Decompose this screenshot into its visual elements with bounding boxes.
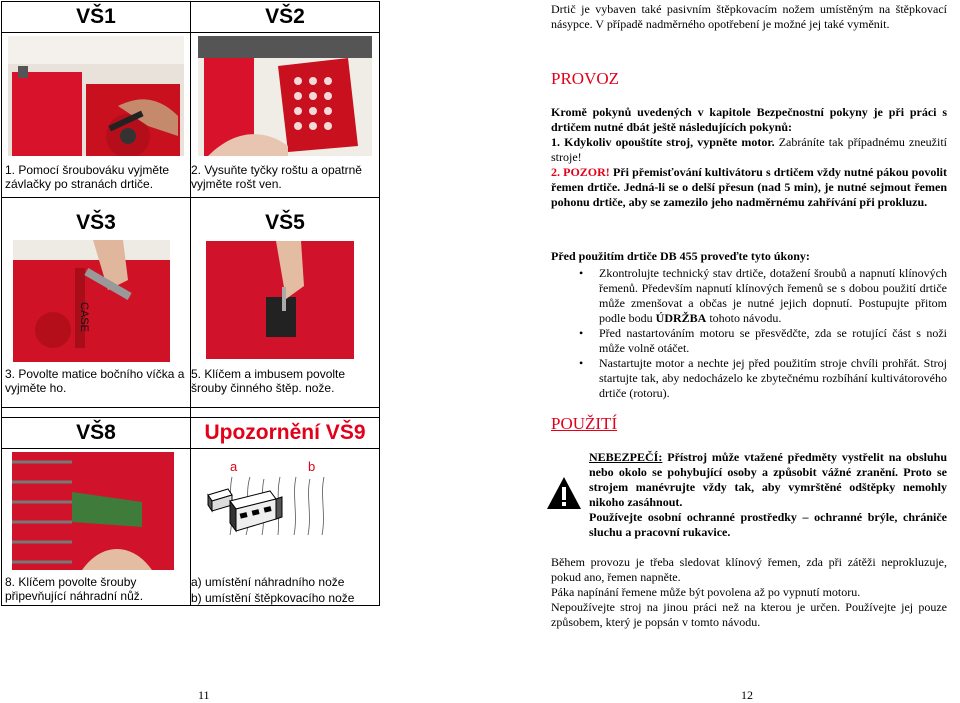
page-number-left: 11 bbox=[198, 688, 210, 702]
ppe-paragraph: Používejte osobní ochranné prostředky – ochranné brýle, chrániče sluchu a pracovní rukavice. bbox=[589, 510, 947, 539]
diagram-label-b: b bbox=[308, 459, 316, 474]
provoz-item-2 bbox=[551, 165, 947, 210]
before-use-list bbox=[551, 266, 947, 401]
photo-case-label: CASE bbox=[78, 302, 90, 332]
danger-text: Přístroj může vtažené předměty vystřelit na obsluhu nebo okolo se pohybující osoby a způsobit vážné zranění. Proto se strojem manévrujte vždy tak, aby vymrštěné odštěpky nemohly nikoho zasáhnout. bbox=[589, 450, 947, 509]
bullet-1-text: Zkontrolujte technický stav drtiče, dotažení šroubů a napnutí klínových řemenů. Především napnutí klínových řemenů se s dobou použití drtiče může zmenšovat a občas je nutné jejich dopnutí. Postupujte přitom podle bodu bbox=[599, 266, 947, 325]
bullet-1-tail: tohoto návodu. bbox=[706, 311, 782, 325]
caption-vs9a: a) umístění náhradního nože bbox=[191, 575, 345, 589]
header-warning-vs9: Upozornění VŠ9 bbox=[190, 417, 380, 449]
usage-block bbox=[551, 555, 947, 630]
danger-label: NEBEZPEČÍ: bbox=[589, 450, 663, 464]
tension-paragraph: Páka napínání řemene může být povolena až po vypnutí motoru. bbox=[551, 585, 861, 599]
bullet-2-text: Před nastartováním motoru se přesvědčte, zda se rotující část s noži může volně otáčet. bbox=[599, 326, 947, 355]
header-vs3: VŠ3 bbox=[76, 211, 116, 234]
provoz-lead: Kromě pokynů uvedených v kapitole Bezpečnostní pokyny je při práci s drtičem nutné dbát ještě následujících pokynů: bbox=[551, 105, 947, 134]
warning-icon bbox=[545, 475, 583, 513]
provoz-item-1-bold: 1. Kdykoliv opouštíte stroj, vypněte motor. bbox=[551, 135, 775, 149]
section-heading-pouziti: POUŽITÍ bbox=[551, 414, 618, 433]
page-number-right: 12 bbox=[741, 688, 753, 702]
bullet-3-text: Nastartujte motor a nechte jej před použitím stroje chvíli prohřát. Stroj startujte tak, aby nedocházelo ke zbytečnému rozbíhání kultivátorového drtiče (rotoru). bbox=[599, 356, 947, 400]
grid-divider-vertical bbox=[190, 1, 191, 606]
caption-vs5: 5. Klíčem a imbusem povolte šrouby činného štěp. nože. bbox=[191, 367, 346, 395]
diagram-label-a: a bbox=[230, 459, 238, 474]
provoz-item-2-pozor: 2. POZOR! bbox=[551, 165, 610, 179]
before-use-item bbox=[551, 266, 947, 326]
danger-paragraph bbox=[589, 450, 947, 510]
before-use-item bbox=[551, 356, 947, 401]
caption-vs2: 2. Vysuňte tyčky roštu a opatrně vyjměte rošt ven. bbox=[191, 163, 362, 191]
before-use-item bbox=[551, 326, 947, 356]
bullet-1-udrzba: ÚDRŽBA bbox=[655, 311, 707, 325]
provoz-item-2-text: Při přemisťování kultivátoru s drtičem vždy nutné pákou povolit řemen drtiče. Jedná-li se o delší přesun (nad 5 min), je nutné sejmout řemen pohonu drtiče, aby se zamezilo jeho nadměrnému zahřívání při prokluzu. bbox=[551, 165, 947, 209]
intro-paragraph: Drtič je vybaven také pasivním štěpkovacím nožem umístěným na štěpkovací násypce. V případě nadměrného opotřebení je možné jej také vyměnit. bbox=[551, 2, 947, 31]
header-vs5: VŠ5 bbox=[265, 211, 305, 234]
grid-divider-row3 bbox=[1, 407, 380, 408]
section-heading-provoz: PROVOZ bbox=[551, 69, 620, 88]
no-other-paragraph: Nepoužívejte stroj na jinou práci než na kterou je určen. Používejte jej pouze způsobem, který je popsán v tomto návodu. bbox=[551, 600, 947, 629]
caption-vs3: 3. Povolte matice bočního víčka a vyjměte ho. bbox=[5, 367, 185, 395]
before-use-heading: Před použitím drtiče DB 455 proveďte tyto úkony: bbox=[551, 249, 810, 263]
danger-block bbox=[589, 450, 947, 540]
caption-vs1: 1. Pomocí šroubováku vyjměte závlačky po stranách drtiče. bbox=[5, 163, 170, 191]
grid-divider-row2 bbox=[1, 197, 380, 198]
provoz-item-1 bbox=[551, 135, 947, 165]
header-vs1: VŠ1 bbox=[1, 1, 191, 33]
provoz-item-1-rest: Zabráníte tak případnému zneužití stroje! bbox=[551, 135, 947, 164]
header-vs8: VŠ8 bbox=[1, 417, 191, 449]
caption-vs8: 8. Klíčem povolte šrouby připevňující náhradní nůž. bbox=[5, 575, 144, 603]
belt-paragraph: Během provozu je třeba sledovat klínový řemen, zda při zátěži neprokluzuje, pokud ano, řemen napněte. bbox=[551, 555, 947, 584]
caption-vs9b: b) umístění štěpkovacího nože bbox=[191, 591, 355, 605]
provoz-block bbox=[551, 105, 947, 210]
header-vs2: VŠ2 bbox=[190, 1, 380, 33]
